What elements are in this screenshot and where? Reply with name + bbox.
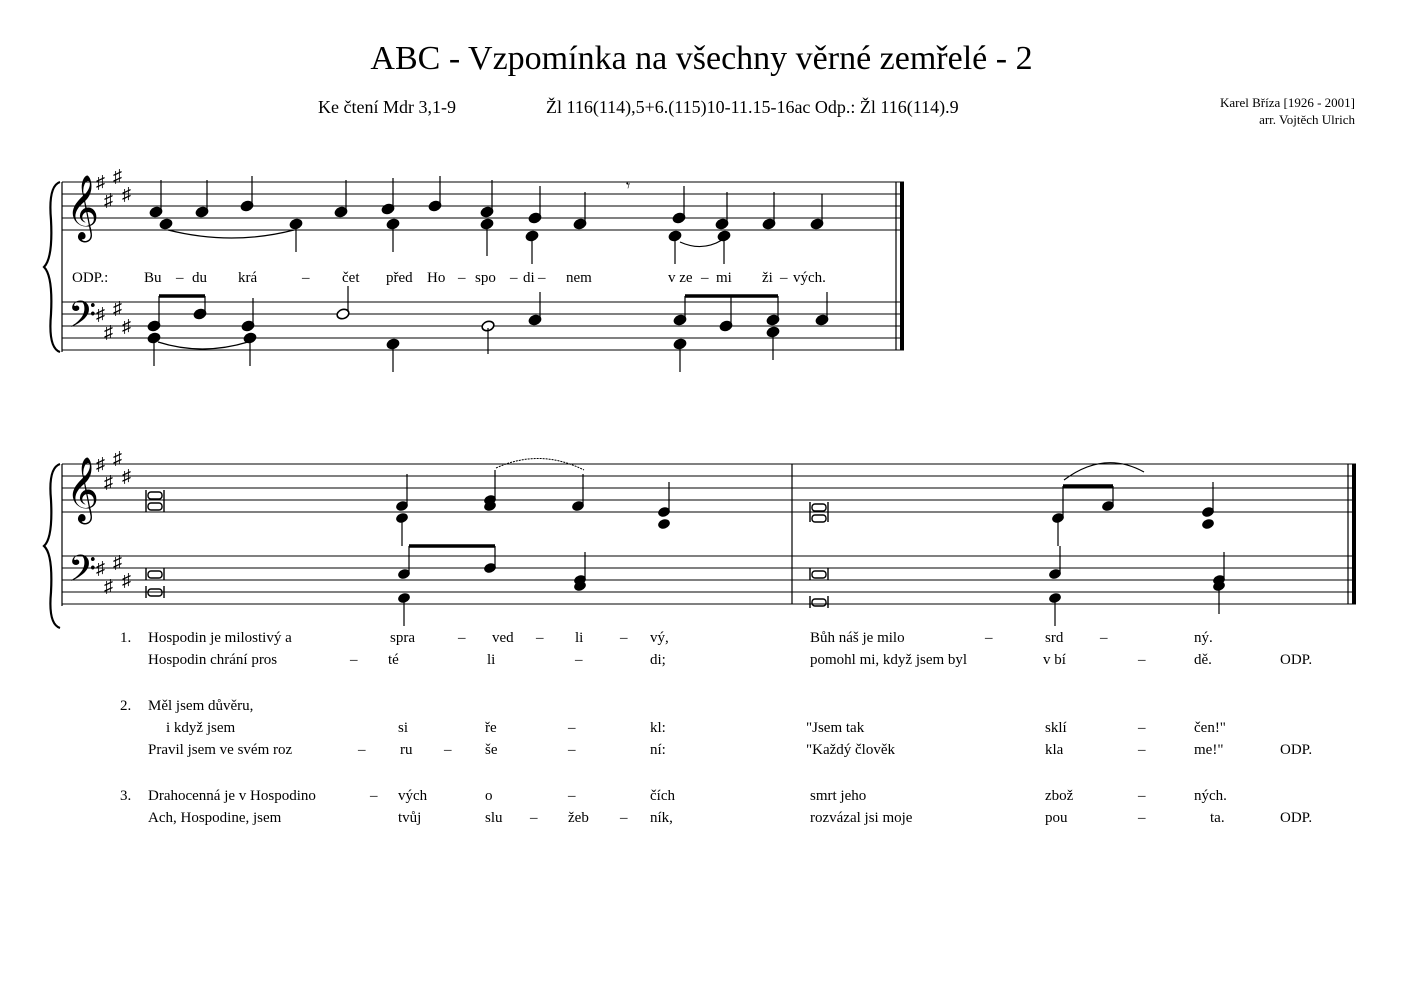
svg-text:♯: ♯ <box>104 472 113 492</box>
verse-text: rozvázal jsi moje <box>810 810 913 826</box>
verse-text: – <box>1138 652 1146 668</box>
verse-number: 3. <box>120 788 132 804</box>
verse-text: – <box>620 630 628 646</box>
verse-text: žeb <box>568 810 589 826</box>
verse-text: "Každý člověk <box>806 742 896 758</box>
verse-text: čích <box>650 788 675 804</box>
verse-text: – <box>530 810 538 826</box>
composer-credit: Karel Bříza [1926 - 2001] <box>1219 95 1355 110</box>
verse-text: – <box>1138 810 1146 826</box>
verse-text: srd <box>1045 630 1064 646</box>
verse-text: spra <box>390 630 415 646</box>
verse-text: tvůj <box>398 810 422 826</box>
verse-text: ník, <box>650 810 673 826</box>
verse-text: vých <box>398 788 428 804</box>
verse-text: ta. <box>1210 810 1225 826</box>
verse-text: – <box>568 720 576 736</box>
verse-text: kl: <box>650 720 666 736</box>
verse-text: ře <box>485 720 497 736</box>
svg-text:♯: ♯ <box>96 454 105 474</box>
svg-text:♯: ♯ <box>96 558 105 578</box>
verse-text: kla <box>1045 742 1064 758</box>
verse-text: li <box>575 630 584 646</box>
verse-text: Drahocenná je v Hospodino <box>148 788 316 804</box>
verse-text: di; <box>650 652 666 668</box>
verse-text: ných. <box>1194 788 1227 804</box>
verse-text: ved <box>492 630 514 646</box>
psalm-reference: Žl 116(114),5+6.(115)10-11.15-16ac Odp.: Žl 116(114).9 <box>546 97 959 117</box>
svg-text:♯: ♯ <box>96 172 105 192</box>
verse-text: – <box>575 652 583 668</box>
refrain-syllable: – <box>302 270 310 286</box>
svg-text:♯: ♯ <box>104 190 113 210</box>
verse-text: Měl jsem důvěru, <box>148 698 254 714</box>
refrain-syllable: ži <box>762 270 773 286</box>
refrain-syllable: nem <box>566 270 592 286</box>
refrain-syllable: – <box>538 270 546 286</box>
verse-text: me!" <box>1194 742 1224 758</box>
verse-text: – <box>985 630 993 646</box>
treble-clef: 𝄞 <box>66 459 100 521</box>
verse-text: – <box>350 652 358 668</box>
verse-text: ru <box>400 742 413 758</box>
verse-text: še <box>485 742 498 758</box>
verse-text: čen!" <box>1194 720 1226 736</box>
verse-text: dě. <box>1194 652 1212 668</box>
verse-text: ní: <box>650 742 666 758</box>
verse-text: – <box>1100 630 1108 646</box>
verse-text: pomohl mi, když jsem byl <box>810 652 968 668</box>
verse-text: – <box>370 788 378 804</box>
response-cue: ODP. <box>1280 810 1313 826</box>
refrain-syllable: – <box>176 270 184 286</box>
verse-text: – <box>444 742 452 758</box>
verse-text: – <box>1138 788 1146 804</box>
verse-text: li <box>487 652 496 668</box>
reading-reference: Ke čtení Mdr 3,1-9 <box>318 97 456 117</box>
refrain-syllable: čet <box>342 270 360 286</box>
refrain-syllable: krá <box>238 270 258 286</box>
verse-text: – <box>568 742 576 758</box>
refrain-syllable: – <box>701 270 709 286</box>
verse-text: Bůh náš je milo <box>810 630 905 646</box>
verse-text: ný. <box>1194 630 1213 646</box>
verse-text: – <box>358 742 366 758</box>
verse-text: i když jsem <box>166 720 236 736</box>
arranger-credit: arr. Vojtěch Ulrich <box>1259 112 1355 127</box>
svg-text:♯: ♯ <box>104 322 113 342</box>
verse-text: – <box>1138 742 1146 758</box>
svg-text:♯: ♯ <box>113 298 122 318</box>
verse-text: zbož <box>1045 788 1074 804</box>
refrain-syllable: Ho <box>427 270 446 286</box>
refrain-label: ODP.: <box>72 270 109 286</box>
verse-number: 2. <box>120 698 132 714</box>
refrain-syllable: di <box>523 270 535 286</box>
verse-text: v bí <box>1043 652 1066 668</box>
svg-text:♯: ♯ <box>96 304 105 324</box>
verse-text: pou <box>1045 810 1068 826</box>
refrain-syllable: před <box>386 270 413 286</box>
refrain-syllable: vých. <box>793 270 826 286</box>
refrain-syllable: Bu <box>144 270 162 286</box>
verse-text: Pravil jsem ve svém roz <box>148 742 293 758</box>
refrain-syllable: – <box>780 270 788 286</box>
refrain-syllable: – <box>458 270 466 286</box>
verse-text: – <box>536 630 544 646</box>
svg-text:♯: ♯ <box>122 184 131 204</box>
refrain-syllable: v ze <box>668 270 693 286</box>
svg-text:𝄾: 𝄾 <box>626 178 631 195</box>
verse-text: té <box>388 652 399 668</box>
verse-text: o <box>485 788 493 804</box>
verse-text: slu <box>485 810 503 826</box>
bass-clef: 𝄢 <box>68 549 97 598</box>
refrain-syllable: du <box>192 270 207 286</box>
verse-text: – <box>1138 720 1146 736</box>
verse-number: 1. <box>120 630 132 646</box>
verse-text: Hospodin je milostivý a <box>148 630 292 646</box>
svg-text:♯: ♯ <box>122 466 131 486</box>
refrain-syllable: mi <box>716 270 732 286</box>
response-cue: ODP. <box>1280 652 1313 668</box>
verse-text: vý, <box>650 630 669 646</box>
verse-text: – <box>568 788 576 804</box>
svg-text:♯: ♯ <box>104 576 113 596</box>
verse-text: smrt jeho <box>810 788 867 804</box>
response-cue: ODP. <box>1280 742 1313 758</box>
verse-text: "Jsem tak <box>806 720 865 736</box>
svg-text:♯: ♯ <box>113 166 122 186</box>
verse-text: si <box>398 720 409 736</box>
verse-text: – <box>458 630 466 646</box>
svg-text:♯: ♯ <box>122 316 131 336</box>
bass-clef: 𝄢 <box>68 295 97 344</box>
verse-text: – <box>620 810 628 826</box>
svg-text:♯: ♯ <box>113 448 122 468</box>
page-title: ABC - Vzpomínka na všechny věrné zemřelé - 2 <box>370 40 1033 77</box>
treble-clef: 𝄞 <box>66 177 100 239</box>
refrain-syllable: spo <box>475 270 496 286</box>
verse-text: Hospodin chrání pros <box>148 652 278 668</box>
verse-text: sklí <box>1045 720 1067 736</box>
verse-text: Ach, Hospodine, jsem <box>148 810 282 826</box>
svg-text:♯: ♯ <box>122 570 131 590</box>
refrain-syllable: – <box>510 270 518 286</box>
svg-text:♯: ♯ <box>113 552 122 572</box>
